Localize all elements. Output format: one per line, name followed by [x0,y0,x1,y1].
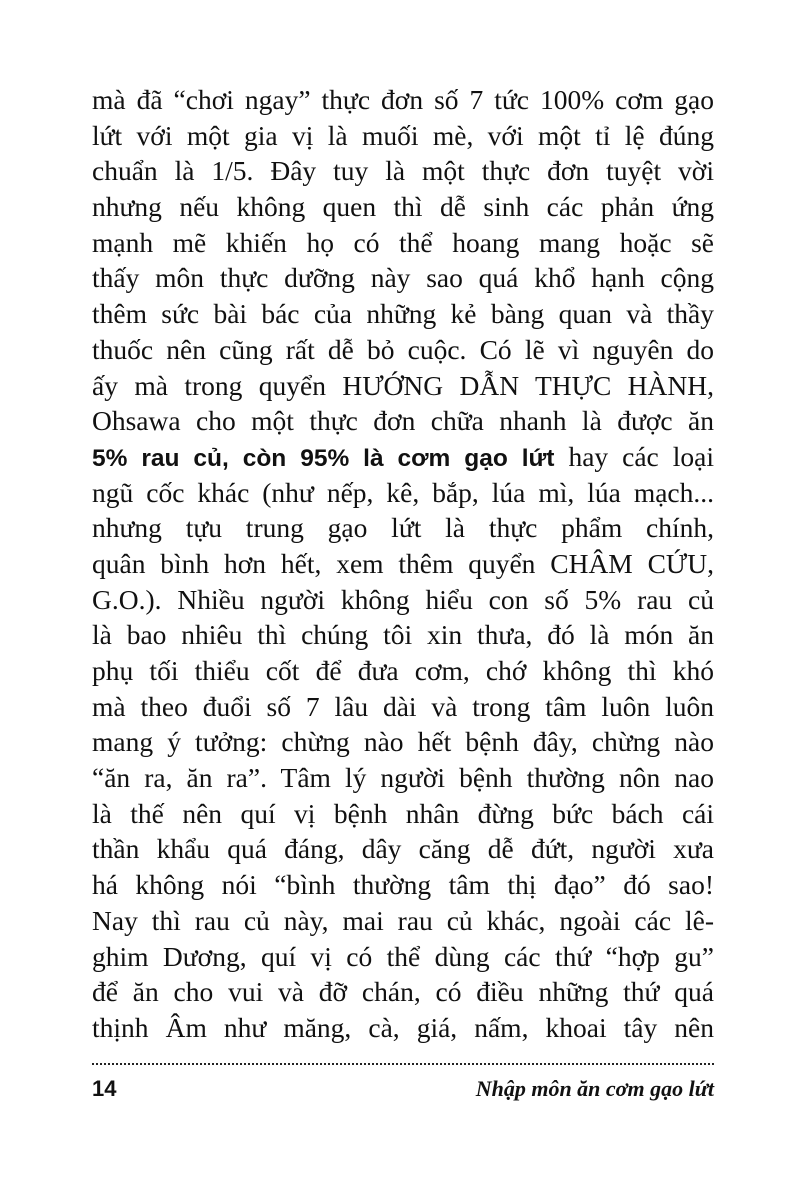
text-line-27: thịnh Âm như măng, cà, giá, nấm, khoai tây nên [92,1011,714,1043]
running-title: Nhập môn ăn cơm gạo lứt [475,1076,714,1101]
text-line-7: thêm sức bài bác của những kẻ bàng quan và thầy [92,298,714,330]
text-line-14: quân bình hơn hết, xem thêm quyển CHÂM CỨU, [92,547,714,579]
text-line-21: là thế nên quí vị bệnh nhân đừng bức bách cái [92,797,714,829]
text-line-8: thuốc nên cũng rất dễ bỏ cuộc. Có lẽ vì nguyên do [92,333,714,365]
text-line-25: ghim Dương, quí vị có thể dùng các thứ “hợp gu” [92,940,714,972]
page-number: 14 [92,1076,117,1101]
text-line-19: mang ý tưởng: chừng nào hết bệnh đây, chừng nào [92,726,714,758]
text-line-24: Nay thì rau củ này, mai rau củ khác, ngoài các lê- [92,904,714,936]
bold-line-rest: hay các loại [554,440,714,472]
text-line-2: lứt với một gia vị là muối mè, với một tỉ lệ đúng [92,119,714,151]
text-line-10: Ohsawa cho một thực đơn chữa nhanh là được ăn [92,405,714,437]
text-line-17: phụ tối thiểu cốt để đưa cơm, chớ không thì khó [92,655,714,686]
text-line-3: chuẩn là 1/5. Đây tuy là một thực đơn tuyệt vời [92,155,714,187]
page-body-text [92,82,714,1046]
text-line-12: ngũ cốc khác (như nếp, kê, bắp, lúa mì, lúa mạch... [92,476,714,508]
text-line-26: để ăn cho vui và đỡ chán, có điều những thứ quá [92,976,714,1008]
text-line-15: G.O.). Nhiều người không hiểu con số 5% rau củ [92,583,714,615]
text-line-5: mạnh mẽ khiến họ có thể hoang mang hoặc sẽ [92,226,714,258]
text-line-4: nhưng nếu không quen thì dễ sinh các phản ứng [92,191,714,223]
text-line-1: mà đã “chơi ngay” thực đơn số 7 tức 100% cơm gạo [92,84,714,115]
text-line-11 [92,439,714,475]
text-line-16: là bao nhiêu thì chúng tôi xin thưa, đó là món ăn [92,619,714,651]
footer-dotted-rule [92,1063,714,1065]
bold-emphasis: 5% rau củ, còn 95% là cơm gạo lứt [92,444,555,472]
text-line-18: mà theo đuổi số 7 lâu dài và trong tâm luôn luôn [92,690,714,722]
text-line-20: “ăn ra, ăn ra”. Tâm lý người bệnh thường nôn nao [92,762,714,794]
text-line-22: thần khẩu quá đáng, dây căng dễ đứt, người xưa [92,833,714,865]
text-line-23: há không nói “bình thường tâm thị đạo” đó sao! [92,869,714,901]
text-line-6: thấy môn thực dưỡng này sao quá khổ hạnh cộng [92,262,714,294]
text-line-9: ấy mà trong quyển HƯỚNG DẪN THỰC HÀNH, [92,369,714,401]
text-line-13: nhưng tựu trung gạo lứt là thực phẩm chính, [92,512,714,544]
